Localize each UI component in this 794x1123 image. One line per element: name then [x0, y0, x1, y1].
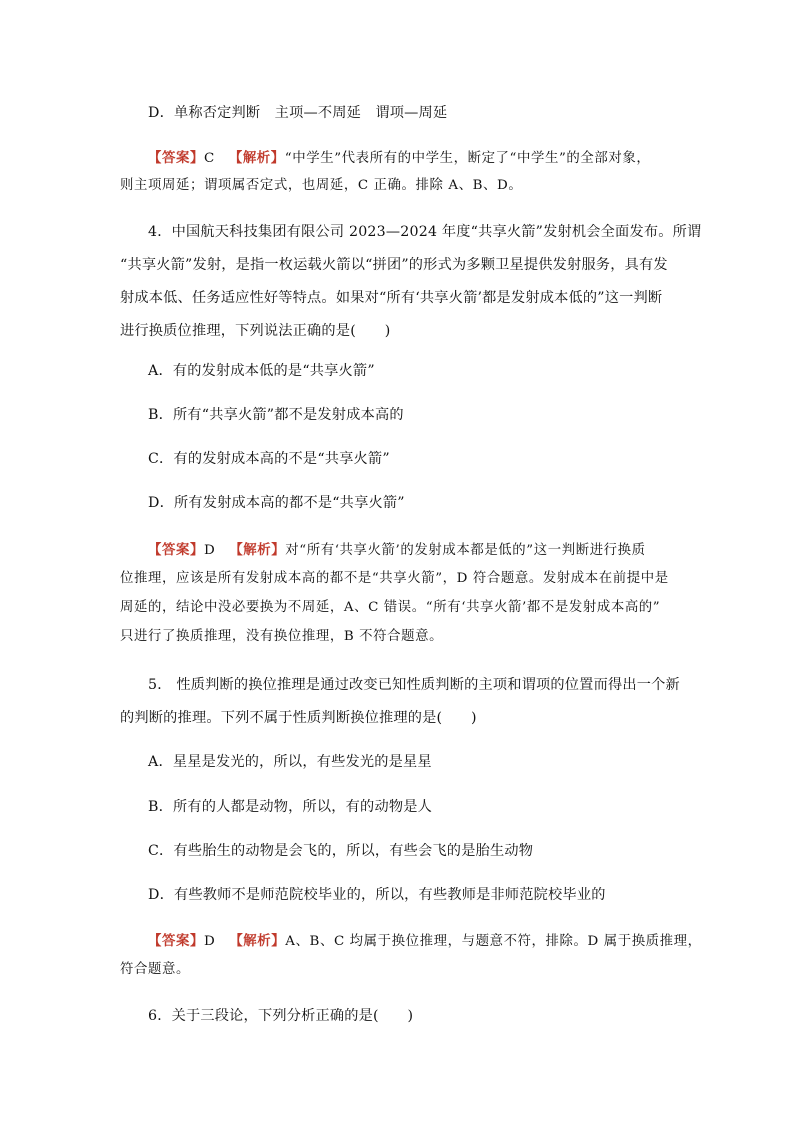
analysis-text: 对“所有‘共享火箭’的发射成本都是低的”这一判断进行换质 [285, 543, 646, 558]
analysis-tag: 【解析】 [229, 933, 286, 949]
answer-value: D [203, 934, 216, 949]
q5-option-b: B．所有的人都是动物，所以，有的动物是人 [148, 799, 432, 815]
q5-answer-line-1 [148, 931, 702, 952]
q5-option-c: C．有些胎生的动物是会飞的，所以，有些会飞的是胎生动物 [148, 843, 534, 859]
answer-value: C [203, 151, 215, 166]
q3-answer-line-1 [148, 148, 650, 169]
q4-stem-line-1: 4．中国航天科技集团有限公司 2023—2024 年度“共享火箭”发射机会全面发布。所谓 [148, 224, 702, 240]
q4-option-c: C．有的发射成本高的不是“共享火箭” [148, 451, 390, 467]
answer-tag: 【答案】 [148, 150, 204, 166]
analysis-tag: 【解析】 [228, 150, 285, 166]
q4-answer-line-1 [148, 540, 646, 561]
q6-stem-line-1: 6．关于三段论，下列分析正确的是( ) [148, 1008, 414, 1024]
q4-stem-line-4: 进行换质位推理，下列说法正确的是( ) [120, 323, 391, 339]
answer-tag: 【答案】 [148, 933, 204, 949]
analysis-text: “中学生”代表所有的中学生，断定了“中学生”的全部对象， [284, 151, 651, 166]
q5-option-a: A．星星是发光的，所以，有些发光的是星星 [148, 754, 432, 770]
q4-analysis-line-3: 周延的，结论中没必要换为不周延，A、C 错误。“所有‘共享火箭’都不是发射成本高的” [120, 600, 661, 615]
q5-analysis-line-2: 符合题意。 [120, 962, 190, 977]
q3-analysis-line-2: 则主项周延；谓项属否定式，也周延，C 正确。排除 A、B、D。 [120, 178, 523, 193]
analysis-tag: 【解析】 [229, 542, 286, 558]
q4-option-a: A．有的发射成本低的是“共享火箭” [148, 363, 375, 379]
q3-option-d: D．单称否定判断 主项—不周延 谓项—周延 [148, 105, 448, 121]
q4-stem-line-3: 射成本低、任务适应性好等特点。如果对“所有‘共享火箭’都是发射成本低的”这一判断 [120, 290, 663, 306]
answer-tag: 【答案】 [148, 542, 204, 558]
analysis-text: A、B、C 均属于换位推理，与题意不符，排除。D 属于换质推理， [285, 934, 702, 949]
q4-stem-line-2: “共享火箭”发射，是指一枚运载火箭以“拼团”的形式为多颗卫星提供发射服务，具有发 [120, 257, 668, 273]
q4-analysis-line-4: 只进行了换质推理，没有换位推理，B 不符合题意。 [120, 629, 444, 644]
q4-option-b: B．所有“共享火箭”都不是发射成本高的 [148, 407, 404, 423]
q5-stem-line-2: 的判断的推理。下列不属于性质判断换位推理的是( ) [120, 710, 477, 726]
q4-analysis-line-2: 位推理，应该是所有发射成本高的都不是“共享火箭”，D 符合题意。发射成本在前提中是 [120, 571, 669, 586]
q5-option-d: D．有些教师不是师范院校毕业的，所以，有些教师是非师范院校毕业的 [148, 887, 606, 903]
q5-stem-line-1: 5． 性质判断的换位推理是通过改变已知性质判断的主项和谓项的位置而得出一个新 [148, 677, 680, 693]
q4-option-d: D．所有发射成本高的都不是“共享火箭” [148, 495, 405, 511]
answer-value: D [203, 543, 216, 558]
